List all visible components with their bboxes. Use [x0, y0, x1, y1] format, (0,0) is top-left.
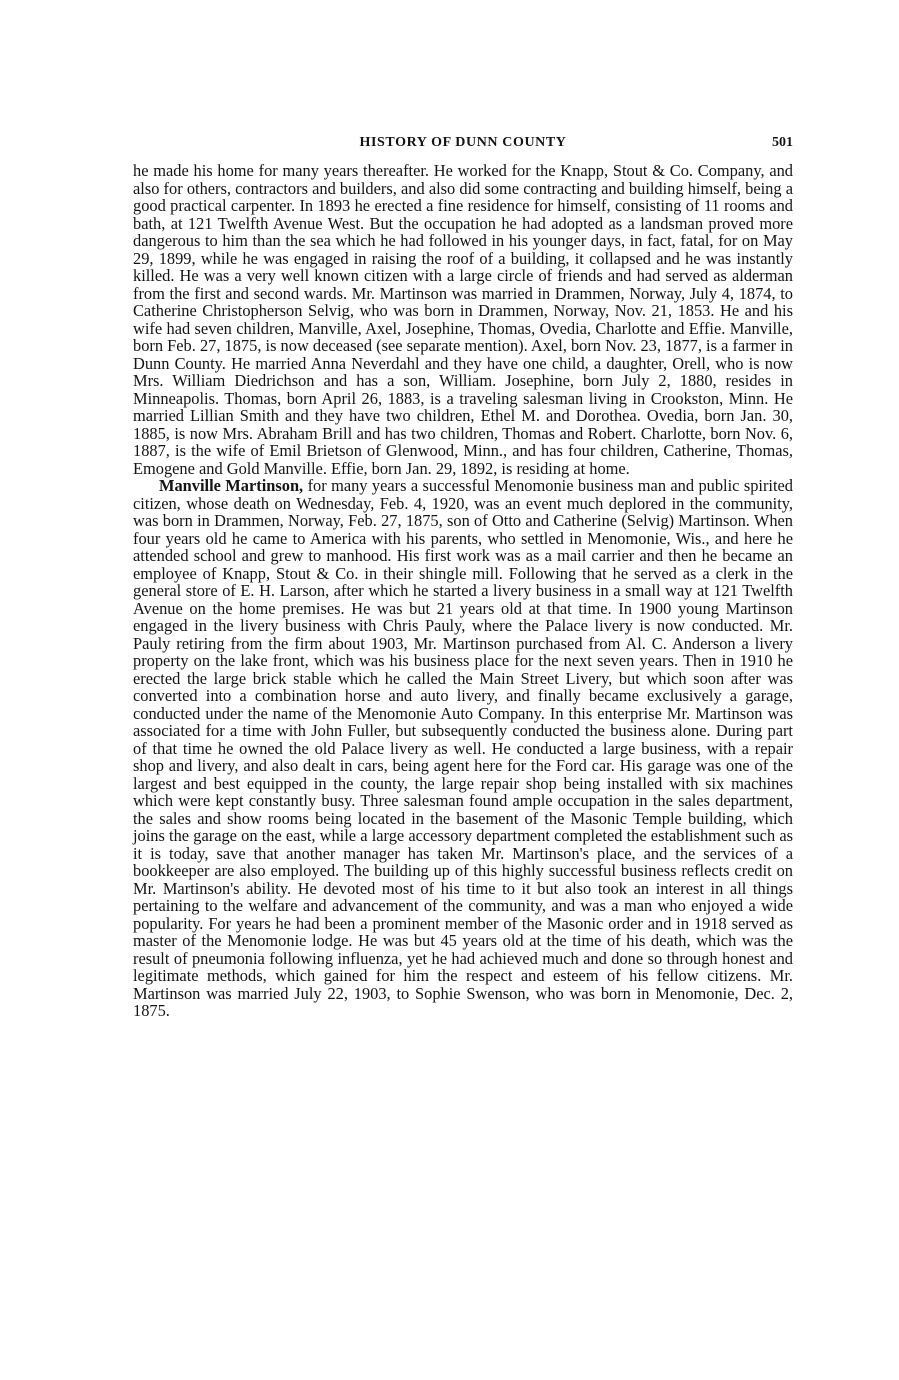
paragraph-continuation — [133, 162, 793, 477]
body-text — [133, 162, 793, 1020]
paragraph-text: he made his home for many years thereafter. He worked for the Knapp, Stout & Co. Company, and also for others, contractors and builders, and also did some contracting and building himself, being a good practical carpenter. In 1893 he erected a fine residence for himself, consisting of 11 rooms and bath, at 121 Twelfth Avenue West. But the occupation he had adopted as a landsman proved more dangerous to him than the sea which he had followed in his younger days, in fact, fatal, for on May 29, 1899, while he was engaged in raising the roof of a building, it collapsed and he was instantly killed. He was a very well known citizen with a large circle of friends and had served as alderman from the first and second wards. Mr. Martinson was married in Drammen, Norway, July 4, 1874, to Catherine Christopherson Selvig, who was born in Drammen, Norway, Nov. 21, 1853. He and his wife had seven children, Manville, Axel, Josephine, Thomas, Ovedia, Charlotte and Effie. Manville, born Feb. 27, 1875, is now deceased (see separate mention). Axel, born Nov. 23, 1877, is a farmer in Dunn County. He married Anna Neverdahl and they have one child, a daughter, Orell, who is now Mrs. William Diedrichson and has a son, William. Josephine, born July 2, 1880, resides in Minneapolis. Thomas, born April 26, 1883, is a traveling salesman living in Crookston, Minn. He married Lillian Smith and they have two children, Ethel M. and Dorothea. Ovedia, born Jan. 30, 1885, is now Mrs. Abraham Brill and has two children, Thomas and Robert. Charlotte, born Nov. 6, 1887, is the wife of Emil Brietson of Glenwood, Minn., and has four children, Catherine, Thomas, Emogene and Gold Manville. Effie, born Jan. 29, 1892, is residing at home. — [133, 161, 793, 478]
biography-subject-name: Manville Martinson, — [159, 476, 304, 495]
paragraph-manville-martinson — [133, 477, 793, 1020]
running-title: HISTORY OF DUNN COUNTY — [359, 135, 567, 150]
page-number: 501 — [772, 135, 793, 150]
paragraph-text: for many years a successful Menomonie business man and public spirited citizen, whose death on Wednesday, Feb. 4, 1920, was an event much deplored in the community, was born in Drammen, Norway, Feb. 27, 1875, son of Otto and Catherine (Selvig) Martinson. When four years old he came to America with his parents, who settled in Menomonie, Wis., and here he attended school and grew to manhood. His first work was as a mail carrier and then he became an employee of Knapp, Stout & Co. in their shingle mill. Following that he served as a clerk in the general store of E. H. Larson, after which he started a livery business in a small way at 121 Twelfth Avenue on the home premises. He was but 21 years old at that time. In 1900 young Martinson engaged in the livery business with Chris Pauly, where the Palace livery is now conducted. Mr. Pauly retiring from the firm about 1903, Mr. Martinson purchased from Al. C. Anderson a livery property on the lake front, which was his business place for the next seven years. Then in 1910 he erected the large brick stable which he called the Main Street Livery, but which soon after was converted into a combination horse and auto livery, and finally became exclusively a garage, conducted under the name of the Menomonie Auto Company. In this enterprise Mr. Martinson was associated for a time with John Fuller, but subsequently conducted the business alone. During part of that time he owned the old Palace livery as well. He conducted a large business, with a repair shop and livery, and also dealt in cars, being agent here for the Ford car. His garage was one of the largest and best equipped in the county, the large repair shop being installed with six machines which were kept constantly busy. Three salesman found ample occupation in the sales department, the sales and show rooms being located in the basement of the Masonic Temple building, which joins the garage on the east, while a large accessory department completed the establishment such as it is today, save that another manager has taken Mr. Martinson's place, and the services of a bookkeeper are also employed. The building up of this highly successful business reflects credit on Mr. Martinson's ability. He devoted most of his time to it but also took an interest in all things pertaining to the welfare and advancement of the community, and was a man who enjoyed a wide popularity. For years he had been a prominent member of the Masonic order and in 1918 served as master of the Menomonie lodge. He was but 45 years old at the time of his death, which was the result of pneumonia following influenza, yet he had achieved much and done so through honest and legitimate methods, which gained for him the respect and esteem of his fellow citizens. Mr. Martinson was married July 22, 1903, to Sophie Swenson, who was born in Menomonie, Dec. 2, 1875. — [133, 476, 793, 1020]
page-header — [133, 133, 793, 153]
